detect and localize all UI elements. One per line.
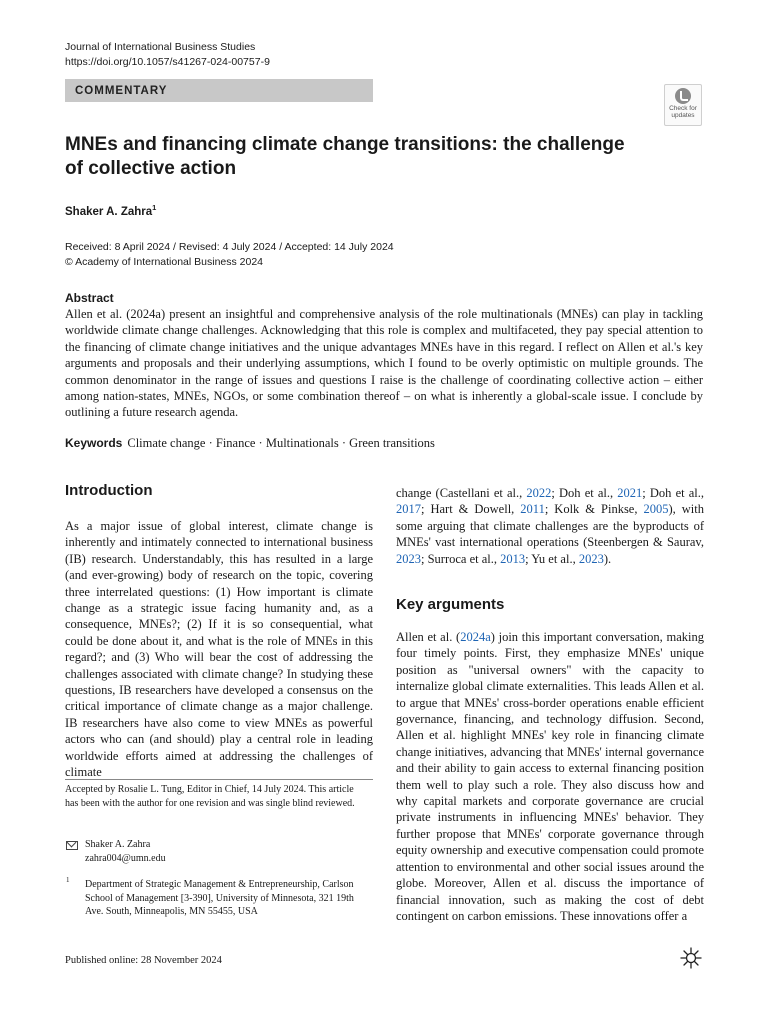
corresponding-author	[85, 838, 166, 865]
author-name: Shaker A. Zahra	[65, 205, 153, 218]
intro-continued-paragraph	[396, 485, 704, 567]
citation-link[interactable]: 2022	[526, 486, 552, 500]
springer-logo-icon	[680, 947, 702, 969]
text-run: ; Surroca et al.,	[421, 551, 501, 566]
check-updates-label-2: updates	[671, 112, 695, 119]
envelope-icon	[66, 841, 78, 850]
doi-link[interactable]: https://doi.org/10.1057/s41267-024-00757-9	[65, 56, 270, 68]
abstract-text: Allen et al. (2024a) present an insightful and comprehensive analysis of the role multinationals (MNEs) can play in tackling worldwide climate change challenges. Acknowledging that this role is complex and multifaceted, they pay special attention to the financing of climate change initiatives and the unique advantages MNEs have in this regard. I reflect on Allen et al.'s key arguments and proposals and their underlying assumptions, which I found to be overly optimistic on multiple grounds. The common denominator in the range of issues and questions I raise is the challenge of coordinating collective action – either among nation-states, MNEs, NGOs, or some combination thereof – on what is inherently a global-scale issue. I conclude by outlining a future research agenda.	[65, 307, 703, 420]
section-label: COMMENTARY	[75, 84, 168, 97]
copyright: © Academy of International Business 2024	[65, 256, 264, 268]
journal-name: Journal of International Business Studies	[65, 41, 256, 53]
introduction-text: As a major issue of global interest, climate change is inherently and intimately connected to international business (IB) research. Understandably, this has resulted in a large (and ever-growing) body of research on the topic, covering three interrelated questions: (1) How important is climate change as a strategic issue facing humanity and, as a consequence, MNEs?; (2) If it is so consequential, what could be done about it, and what is the role of MNEs in this regard?; and (3) Who will bear the cost of addressing the challenges associated with climate change? In studying these questions, IB researchers have developed a consensus on the critical importance of climate change as a major challenge. IB researchers have also come to view MNEs as powerful actors who can (and should) play a central role in leading worldwide efforts aimed at addressing the challenges of climate	[65, 519, 373, 780]
citation-link[interactable]: 2011	[520, 502, 545, 517]
keywords	[65, 436, 435, 451]
section-label-bar	[65, 79, 373, 102]
citation-link[interactable]: 2021	[617, 486, 643, 500]
text-run: ).	[603, 551, 612, 566]
journal-header	[65, 40, 270, 70]
citation-link[interactable]: 2013	[500, 551, 526, 566]
author	[65, 203, 156, 218]
check-updates-label-1: Check for	[669, 105, 697, 112]
check-updates-icon	[675, 88, 691, 104]
check-for-updates-button[interactable]	[664, 84, 702, 126]
contact-email[interactable]: zahra004@umn.edu	[85, 852, 166, 864]
affiliation-number: 1	[66, 876, 70, 884]
citation-link[interactable]: 2024a	[460, 630, 491, 644]
citation-link[interactable]: 2023	[578, 551, 604, 566]
introduction-heading: Introduction	[65, 482, 153, 499]
published-date: Published online: 28 November 2024	[65, 955, 222, 966]
text-run: change (Castellani et al.,	[396, 486, 527, 500]
abstract-heading: Abstract	[65, 291, 114, 305]
key-arguments-heading: Key arguments	[396, 596, 505, 613]
text-run: ; Doh et al.,	[551, 486, 618, 500]
contact-name: Shaker A. Zahra	[85, 839, 151, 850]
affiliation: Department of Strategic Management & Entrepreneurship, Carlson School of Management [3-390], University of Minnesota, 321 19th Ave. South, Minneapolis, MN 55455, USA	[85, 879, 354, 917]
footnote-divider	[65, 779, 373, 780]
text-run: ; Hart & Dowell,	[421, 502, 521, 517]
citation-link[interactable]: 2005	[643, 502, 669, 517]
text-run: ) join this important conversation, making four timely points. First, they emphasize MNEs' unique position as "universal owners" with the capacity to internalize global climate externalities. This leads Allen et al. to argue that MNEs' cross-border operations enable efficient governance, financing, and technology diffusion. Second, Allen et al. highlight MNEs' key role in financing climate change initiatives, advancing that MNEs' internal governance and their ability to gain access to external financing position them well to play such a role. They also discuss how and why capital markets and corporate governance are crucial private instruments in influencing MNEs' behavior. They further propose that MNEs' corporate governance through equity ownership and executive compensation could promote attention to environmental and other social issues around the globe. Moreover, Allen et al. discuss the importance of financial innovation, such as making the cost of debt contingent on carbon emissions. These innovations offer a	[396, 630, 704, 923]
citation-link[interactable]: 2017	[396, 502, 421, 517]
key-arguments-text	[396, 629, 704, 924]
text-run: ; Kolk & Pinkse,	[544, 502, 644, 517]
article-title: MNEs and financing climate change transitions: the challenge of collective action	[65, 134, 625, 179]
article-dates	[65, 240, 394, 270]
keywords-list: Climate change · Finance · Multinationals · Green transitions	[127, 436, 435, 450]
text-run: Allen et al. (	[396, 630, 461, 644]
history-dates: Received: 8 April 2024 / Revised: 4 July 2024 / Accepted: 14 July 2024	[65, 241, 394, 253]
author-affiliation-mark: 1	[152, 203, 157, 212]
text-run: ; Yu et al.,	[525, 551, 579, 566]
text-run: ), with some arguing that climate challenges are the byproducts of MNEs' vast international operations (Steenbergen & Saurav,	[396, 502, 704, 550]
citation-link[interactable]: 2023	[396, 551, 421, 566]
text-run: ; Doh et al.,	[642, 486, 704, 500]
keywords-heading: Keywords	[65, 436, 123, 450]
acceptance-note: Accepted by Rosalie L. Tung, Editor in Chief, 14 July 2024. This article has been with the author for one revision and was single blind reviewed.	[65, 784, 355, 809]
